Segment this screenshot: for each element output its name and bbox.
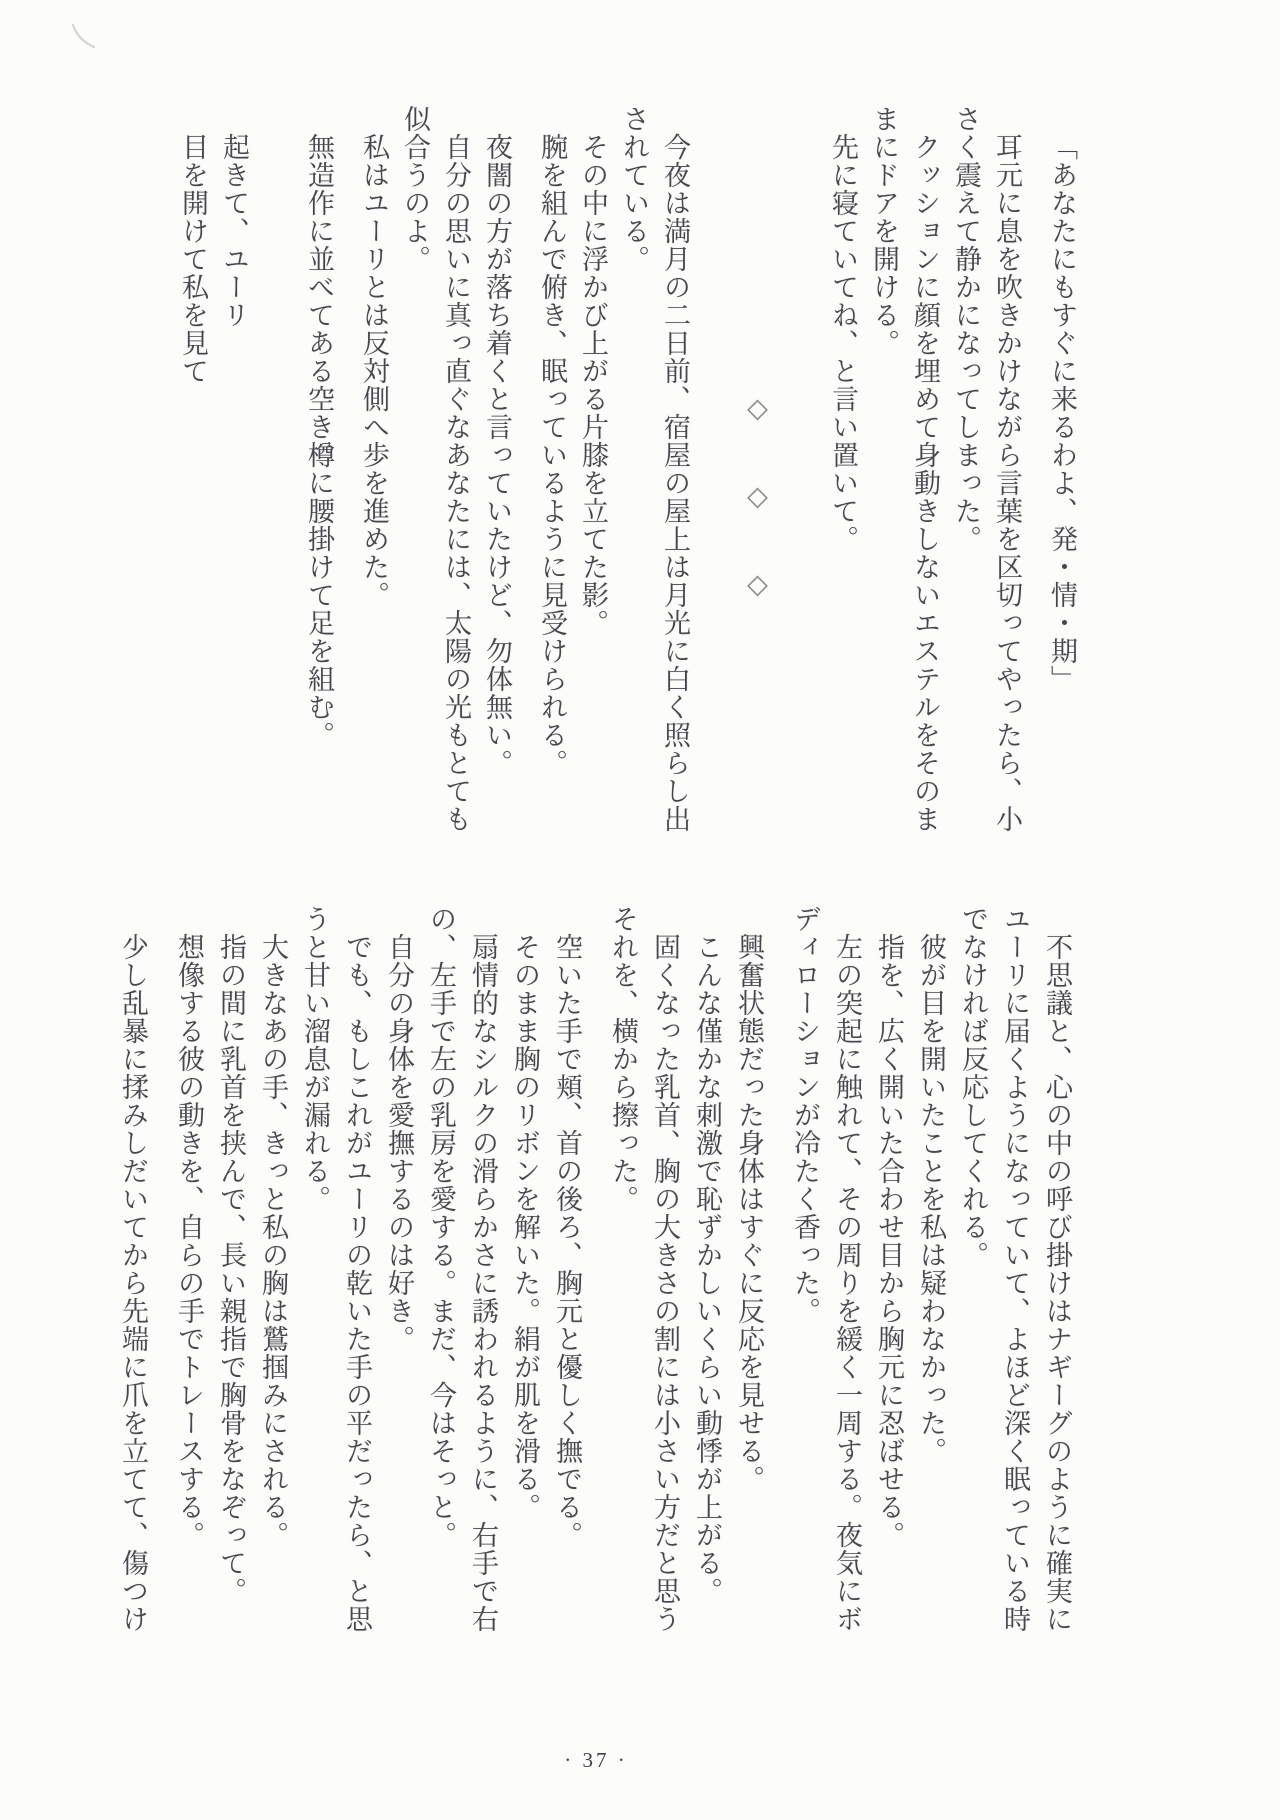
text-line: 腕を組んで俯き、眠っているように見受けられる。 xyxy=(537,133,567,777)
text-line: 私はユーリとは反対側へ歩を進めた。 xyxy=(359,133,389,609)
text-line: 左の突起に触れて、その周りを緩く一周する。夜気にボ xyxy=(832,933,862,1633)
text-line: 扇情的なシルクの滑らかさに誘われるように、右手で右 xyxy=(468,933,498,1633)
text-line: 「あなたにもすぐに来るわよ、発・情・期」 xyxy=(1047,133,1077,693)
text-line: 似合うのよ。 xyxy=(400,105,430,273)
text-line: ユーリに届くようになっていて、よほど深く眠っている時 xyxy=(1000,905,1030,1633)
text-line: 今夜は満月の二日前、宿屋の屋上は月光に白く照らし出 xyxy=(660,133,690,833)
text-line: クッションに顔を埋めて身動きしないエステルをそのま xyxy=(910,133,940,833)
text-line: 指を、広く開いた合わせ目から胸元に忍ばせる。 xyxy=(874,933,904,1549)
text-line: 想像する彼の動きを、自らの手でトレースする。 xyxy=(174,933,204,1549)
text-line: でなければ反応してくれる。 xyxy=(958,905,988,1269)
text-line: それを、横から擦った。 xyxy=(608,905,638,1213)
text-line: 少し乱暴に揉みしだいてから先端に爪を立てて、傷つけ xyxy=(118,933,148,1633)
scan-crease-mark xyxy=(66,20,100,54)
text-line: 起きて、ユーリ xyxy=(219,133,249,329)
text-line: 不思議と、心の中の呼び掛けはナギーグのように確実に xyxy=(1042,933,1072,1633)
text-line: まにドアを開ける。 xyxy=(869,105,899,357)
text-line: 先に寝ていてね、と言い置いて。 xyxy=(828,133,858,553)
text-line: 夜闇の方が落ち着くと言っていたけど、勿体無い。 xyxy=(482,133,512,777)
text-line: さく震えて静かになってしまった。 xyxy=(951,105,981,553)
text-line: その中に浮かび上がる片膝を立てた影。 xyxy=(578,133,608,637)
text-line: 目を開けて私を見て xyxy=(178,133,208,385)
text-line: の、左手で左の乳房を愛する。まだ、今はそっと。 xyxy=(426,905,456,1549)
text-line: そのまま胸のリボンを解いた。絹が肌を滑る。 xyxy=(510,933,540,1521)
text-line: 自分の思いに真っ直ぐなあなたには、太陽の光もとても xyxy=(441,133,471,833)
text-line: 耳元に息を吹きかけながら言葉を区切ってやったら、小 xyxy=(992,133,1022,833)
lower-text-block xyxy=(112,905,1078,1683)
text-line: 興奮状態だった身体はすぐに反応を見せる。 xyxy=(734,933,764,1493)
section-separator: ◇ ◇ ◇ xyxy=(743,393,773,601)
text-line: されている。 xyxy=(619,105,649,273)
text-line: 固くなった乳首、胸の大きさの割には小さい方だと思う xyxy=(650,933,680,1633)
text-line: でも、もしこれがユーリの乾いた手の平だったら、と思 xyxy=(342,933,372,1633)
text-line: 指の間に乳首を挟んで、長い親指で胸骨をなぞって。 xyxy=(216,933,246,1605)
text-line: 無造作に並べてある空き樽に腰掛けて足を組む。 xyxy=(304,133,334,749)
page-number: · 37 · xyxy=(564,1748,628,1772)
text-line: 空いた手で頬、首の後ろ、胸元と優しく撫でる。 xyxy=(552,933,582,1549)
text-line: 自分の身体を愛撫するのは好き。 xyxy=(384,933,414,1353)
text-line: こんな僅かな刺激で恥ずかしいくらい動悸が上がる。 xyxy=(692,933,722,1605)
text-line: 大きなあの手、きっと私の胸は鷲掴みにされる。 xyxy=(258,933,288,1549)
text-line: ディローションが冷たく香った。 xyxy=(790,905,820,1325)
text-line: うと甘い溜息が漏れる。 xyxy=(300,905,330,1213)
text-line: 彼が目を開いたことを私は疑わなかった。 xyxy=(916,933,946,1465)
upper-text-block xyxy=(172,105,1082,883)
